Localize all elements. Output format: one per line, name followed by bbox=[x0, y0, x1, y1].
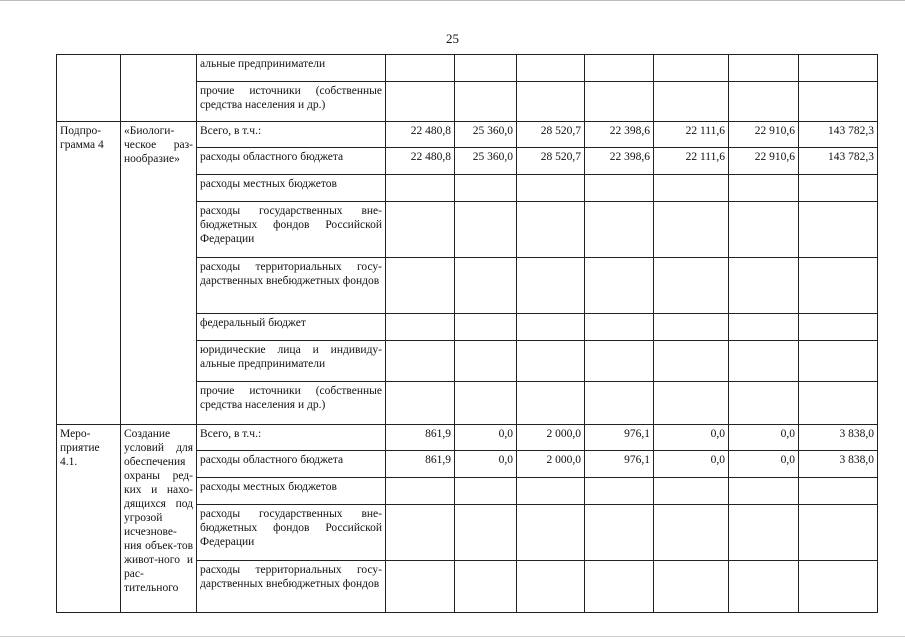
value-cell bbox=[517, 202, 585, 258]
value-cell bbox=[654, 175, 729, 202]
value-cell bbox=[386, 82, 455, 122]
value-cell bbox=[517, 314, 585, 341]
measure41-name: Создание условий для обеспечения охраны ред-ких и нахо-дящихся под угрозой исчезнове-ния объек-тов живот-ного и рас-тительного bbox=[121, 425, 197, 613]
scan-bottom-edge bbox=[0, 636, 905, 637]
value-cell bbox=[729, 314, 799, 341]
value-cell bbox=[654, 314, 729, 341]
value-cell: 143 782,3 bbox=[799, 122, 878, 148]
value-cell: 22 480,8 bbox=[386, 122, 455, 148]
value-cell: 0,0 bbox=[654, 425, 729, 451]
value-cell bbox=[799, 382, 878, 425]
value-cell bbox=[729, 202, 799, 258]
value-cell bbox=[455, 341, 517, 382]
value-cell bbox=[729, 478, 799, 505]
value-cell: 861,9 bbox=[386, 425, 455, 451]
table-row bbox=[57, 425, 878, 451]
table-row bbox=[57, 122, 878, 148]
value-cell bbox=[654, 505, 729, 561]
value-cell bbox=[517, 478, 585, 505]
value-cell: 0,0 bbox=[455, 451, 517, 478]
value-cell bbox=[799, 341, 878, 382]
value-cell bbox=[455, 202, 517, 258]
row-label: расходы местных бюджетов bbox=[197, 478, 386, 505]
row-label: расходы государственных вне-бюджетных фондов Российской Федерации bbox=[197, 202, 386, 258]
scan-top-edge bbox=[0, 0, 905, 1]
table-row bbox=[57, 55, 878, 82]
row-label: прочие источники (собственные средства населения и др.) bbox=[197, 382, 386, 425]
value-cell bbox=[729, 82, 799, 122]
value-cell bbox=[585, 55, 654, 82]
value-cell: 143 782,3 bbox=[799, 148, 878, 175]
row-label: расходы областного бюджета bbox=[197, 451, 386, 478]
budget-table bbox=[56, 54, 878, 613]
value-cell: 28 520,7 bbox=[517, 122, 585, 148]
value-cell: 2 000,0 bbox=[517, 425, 585, 451]
row-label: расходы территориальных госу-дарственных внебюджетных фондов bbox=[197, 258, 386, 314]
value-cell: 25 360,0 bbox=[455, 148, 517, 175]
value-cell bbox=[799, 175, 878, 202]
value-cell bbox=[585, 561, 654, 613]
value-cell: 22 111,6 bbox=[654, 122, 729, 148]
row-label: расходы местных бюджетов bbox=[197, 175, 386, 202]
value-cell bbox=[386, 341, 455, 382]
value-cell bbox=[517, 341, 585, 382]
value-cell bbox=[729, 341, 799, 382]
value-cell bbox=[654, 341, 729, 382]
value-cell bbox=[799, 478, 878, 505]
name-cell-empty bbox=[121, 55, 197, 122]
value-cell bbox=[386, 561, 455, 613]
value-cell bbox=[654, 55, 729, 82]
program4-code: Подпро-грамма 4 bbox=[57, 122, 121, 425]
row-label: расходы государственных вне-бюджетных фондов Российской Федерации bbox=[197, 505, 386, 561]
row-label: Всего, в т.ч.: bbox=[197, 425, 386, 451]
value-cell bbox=[517, 82, 585, 122]
value-cell: 976,1 bbox=[585, 425, 654, 451]
value-cell bbox=[799, 505, 878, 561]
value-cell bbox=[585, 175, 654, 202]
value-cell bbox=[517, 561, 585, 613]
measure41-code: Меро-приятие 4.1. bbox=[57, 425, 121, 613]
value-cell bbox=[729, 258, 799, 314]
value-cell bbox=[654, 202, 729, 258]
value-cell bbox=[386, 202, 455, 258]
value-cell bbox=[455, 82, 517, 122]
value-cell: 976,1 bbox=[585, 451, 654, 478]
value-cell bbox=[799, 82, 878, 122]
value-cell bbox=[517, 258, 585, 314]
value-cell bbox=[729, 505, 799, 561]
value-cell bbox=[455, 382, 517, 425]
value-cell: 0,0 bbox=[729, 425, 799, 451]
row-label: расходы территориальных госу-дарственных внебюджетных фондов bbox=[197, 561, 386, 613]
row-label: прочие источники (собственные средства населения и др.) bbox=[197, 82, 386, 122]
value-cell bbox=[729, 561, 799, 613]
value-cell bbox=[386, 382, 455, 425]
value-cell: 22 910,6 bbox=[729, 122, 799, 148]
value-cell: 0,0 bbox=[455, 425, 517, 451]
value-cell: 0,0 bbox=[729, 451, 799, 478]
value-cell: 25 360,0 bbox=[455, 122, 517, 148]
value-cell bbox=[517, 382, 585, 425]
page-number: 25 bbox=[446, 31, 459, 46]
value-cell: 861,9 bbox=[386, 451, 455, 478]
value-cell bbox=[517, 505, 585, 561]
value-cell bbox=[455, 314, 517, 341]
value-cell bbox=[455, 478, 517, 505]
row-label: федеральный бюджет bbox=[197, 314, 386, 341]
program4-name: «Биологи-ческое раз-нообразие» bbox=[121, 122, 197, 425]
value-cell: 0,0 bbox=[654, 451, 729, 478]
row-label: альные предприниматели bbox=[197, 55, 386, 82]
value-cell: 2 000,0 bbox=[517, 451, 585, 478]
value-cell bbox=[386, 505, 455, 561]
value-cell: 22 111,6 bbox=[654, 148, 729, 175]
value-cell bbox=[799, 314, 878, 341]
value-cell bbox=[585, 382, 654, 425]
value-cell bbox=[585, 478, 654, 505]
value-cell bbox=[654, 82, 729, 122]
value-cell bbox=[517, 175, 585, 202]
value-cell bbox=[585, 258, 654, 314]
value-cell bbox=[386, 55, 455, 82]
value-cell bbox=[729, 55, 799, 82]
row-label: юридические лица и индивиду-альные предприниматели bbox=[197, 341, 386, 382]
value-cell bbox=[654, 561, 729, 613]
value-cell: 22 910,6 bbox=[729, 148, 799, 175]
value-cell bbox=[386, 175, 455, 202]
value-cell bbox=[517, 55, 585, 82]
value-cell bbox=[386, 314, 455, 341]
value-cell bbox=[585, 341, 654, 382]
value-cell bbox=[654, 382, 729, 425]
value-cell bbox=[455, 175, 517, 202]
value-cell bbox=[729, 175, 799, 202]
value-cell: 3 838,0 bbox=[799, 451, 878, 478]
value-cell bbox=[799, 55, 878, 82]
value-cell bbox=[386, 478, 455, 505]
value-cell bbox=[799, 258, 878, 314]
value-cell: 22 398,6 bbox=[585, 122, 654, 148]
value-cell bbox=[654, 478, 729, 505]
value-cell: 22 398,6 bbox=[585, 148, 654, 175]
value-cell: 22 480,8 bbox=[386, 148, 455, 175]
value-cell bbox=[455, 561, 517, 613]
value-cell: 28 520,7 bbox=[517, 148, 585, 175]
value-cell bbox=[455, 505, 517, 561]
value-cell bbox=[585, 202, 654, 258]
code-cell-empty bbox=[57, 55, 121, 122]
row-label: расходы областного бюджета bbox=[197, 148, 386, 175]
value-cell bbox=[654, 258, 729, 314]
value-cell bbox=[729, 382, 799, 425]
value-cell bbox=[455, 55, 517, 82]
value-cell bbox=[799, 202, 878, 258]
value-cell bbox=[585, 314, 654, 341]
value-cell: 3 838,0 bbox=[799, 425, 878, 451]
value-cell bbox=[799, 561, 878, 613]
value-cell bbox=[585, 505, 654, 561]
value-cell bbox=[386, 258, 455, 314]
value-cell bbox=[585, 82, 654, 122]
value-cell bbox=[455, 258, 517, 314]
row-label: Всего, в т.ч.: bbox=[197, 122, 386, 148]
